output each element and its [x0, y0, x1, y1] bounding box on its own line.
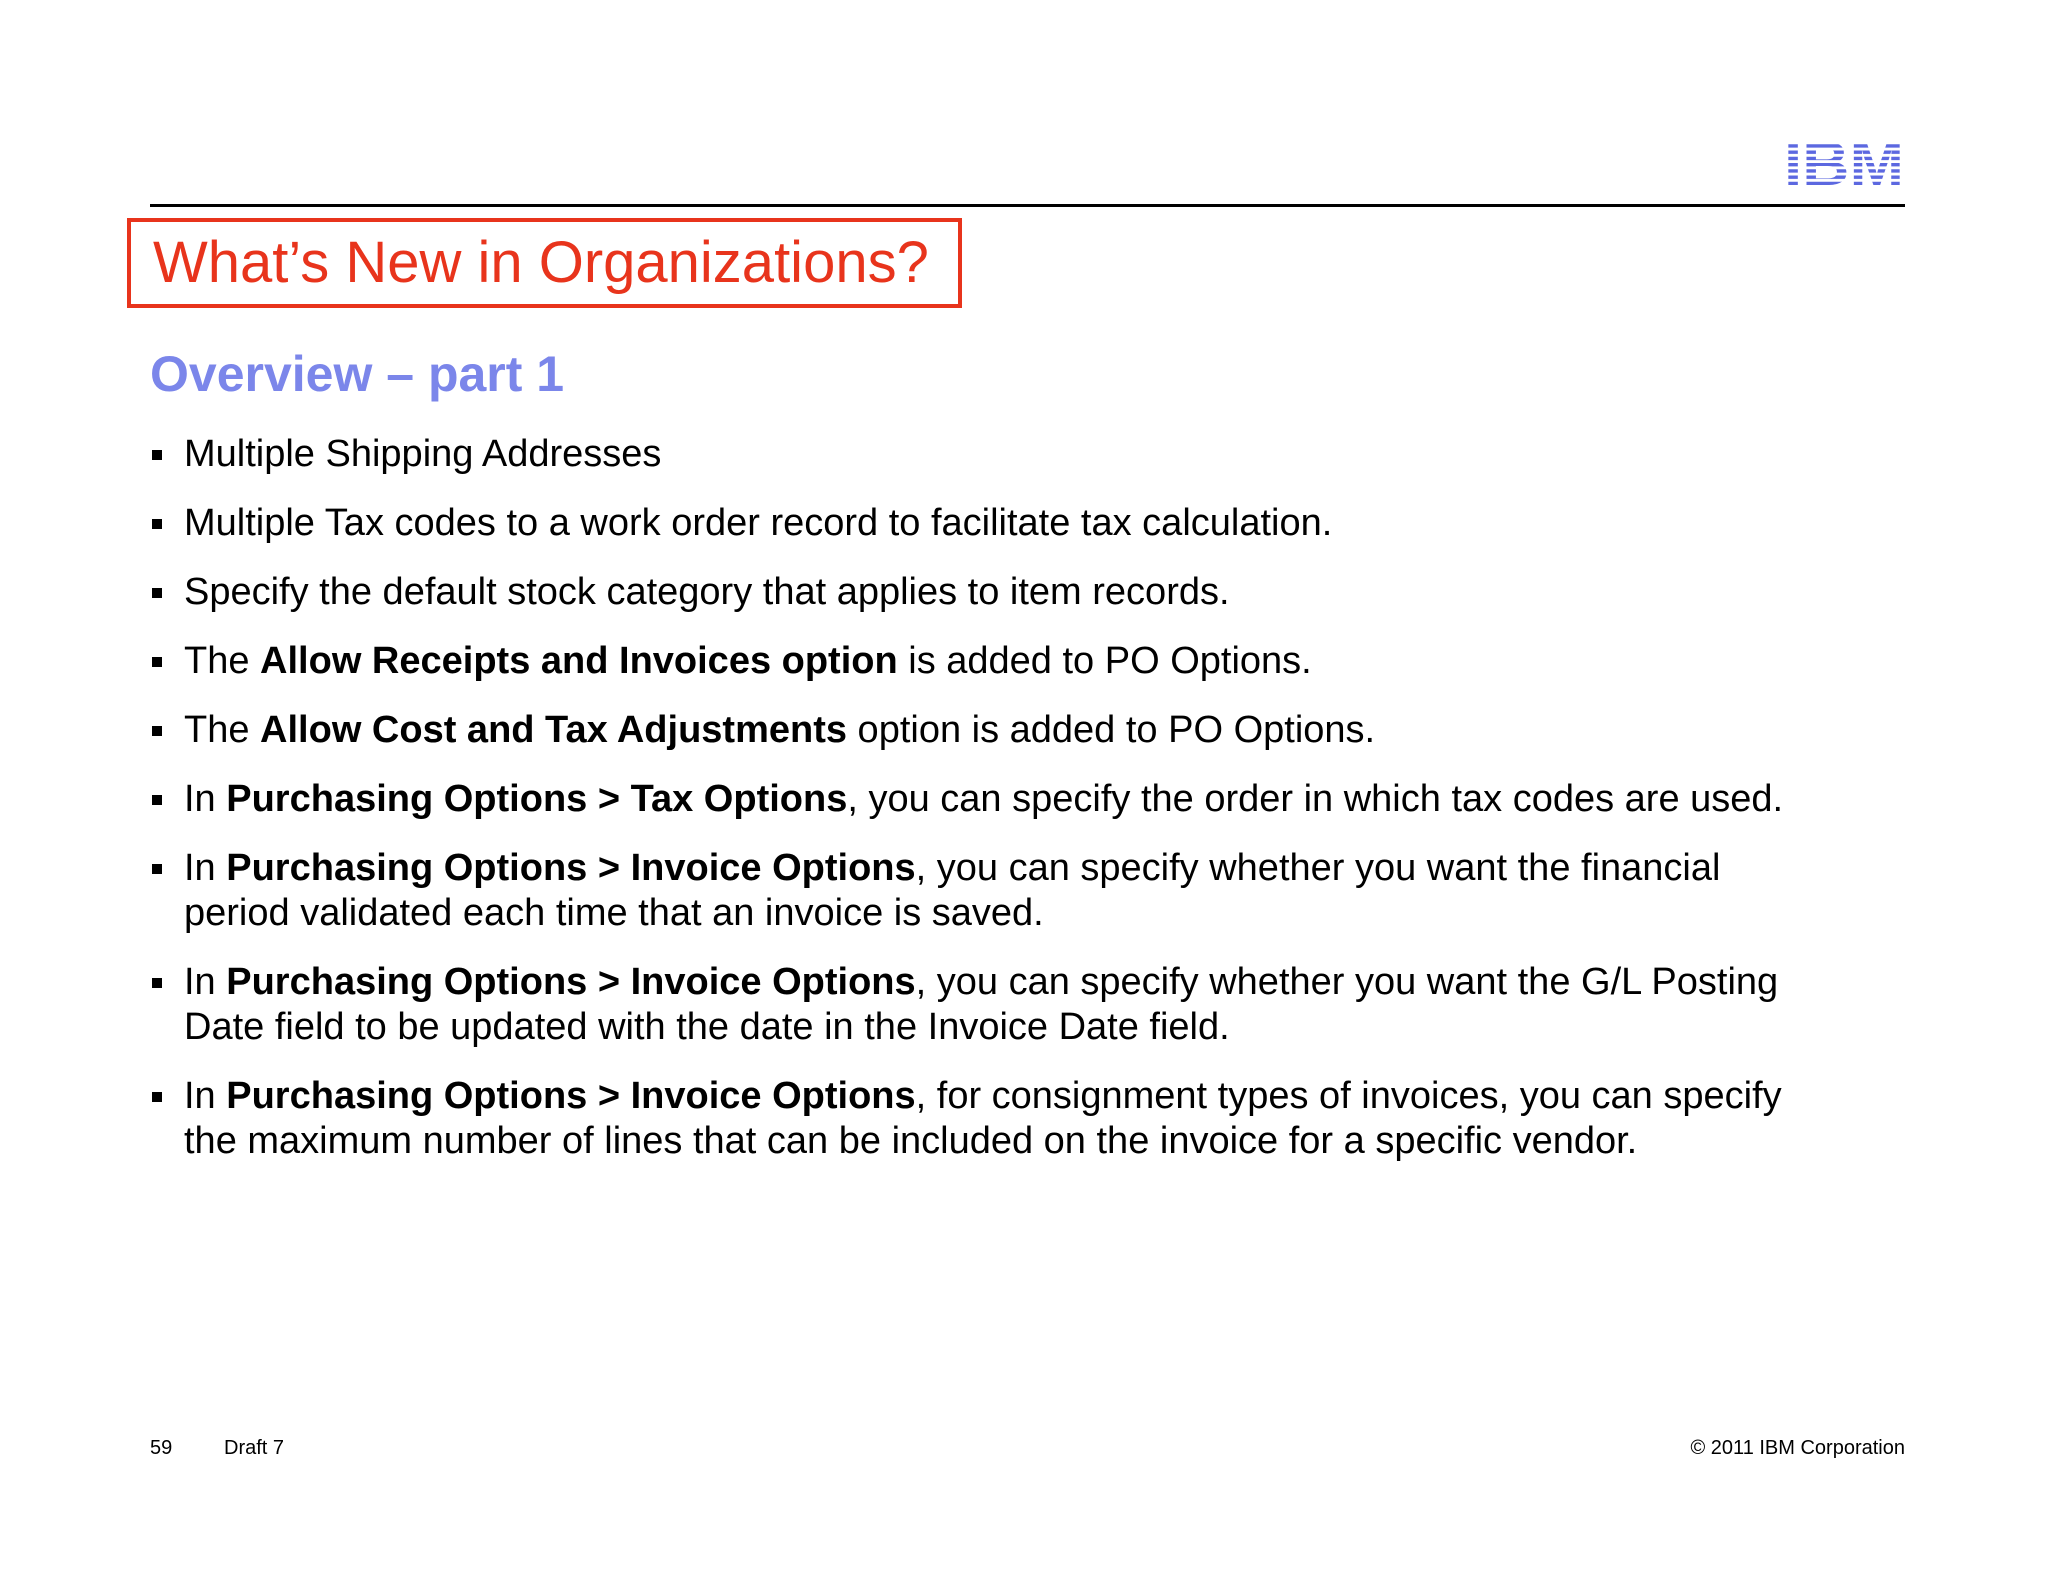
bullet-item: [150, 777, 1950, 822]
bullet-bold-text: Allow Cost and Tax Adjustments: [260, 709, 847, 751]
bullet-item: [150, 960, 1950, 1050]
bullet-text: option is added to PO Options.: [847, 709, 1376, 751]
bullet-bold-text: Purchasing Options > Tax Options: [226, 778, 848, 820]
bullet-item: [150, 639, 1950, 684]
bullet-line: [184, 501, 1950, 546]
bullet-square-icon: [152, 450, 162, 460]
bullet-text: period validated each time that an invoice is saved.: [184, 892, 1044, 934]
bullet-item: [150, 570, 1950, 615]
bullet-text: , you can specify whether you want the G/L Posting: [915, 961, 1779, 1003]
bullet-line: [184, 1119, 1950, 1164]
bullet-square-icon: [152, 726, 162, 736]
bullet-square-icon: [152, 864, 162, 874]
bullet-line: [184, 639, 1950, 684]
copyright-notice: © 2011 IBM Corporation: [1690, 1437, 1905, 1459]
bullet-bold-text: Purchasing Options > Invoice Options: [226, 847, 916, 889]
bullet-line: [184, 570, 1950, 615]
bullet-line: [184, 960, 1950, 1005]
page-number: 59: [150, 1437, 173, 1459]
bullet-item: [150, 846, 1950, 936]
bullet-text: , you can specify the order in which tax codes are used.: [847, 778, 1784, 820]
bullet-bold-text: Purchasing Options > Invoice Options: [226, 961, 916, 1003]
bullet-square-icon: [152, 795, 162, 805]
bullet-square-icon: [152, 588, 162, 598]
bullet-text: Multiple Shipping Addresses: [184, 433, 662, 475]
bullet-item: [150, 708, 1950, 753]
bullet-line: [184, 432, 1950, 477]
bullet-list: [150, 432, 1950, 1188]
ibm-logo-icon: [1783, 138, 1905, 188]
bullet-line: [184, 846, 1950, 891]
bullet-text: The: [184, 640, 261, 682]
bullet-square-icon: [152, 1092, 162, 1102]
bullet-text: is added to PO Options.: [897, 640, 1312, 682]
bullet-text: In: [184, 847, 227, 889]
bullet-bold-text: Allow Receipts and Invoices option: [260, 640, 898, 682]
title-box: [127, 218, 962, 308]
bullet-text: The: [184, 709, 261, 751]
bullet-text: In: [184, 778, 227, 820]
bullet-square-icon: [152, 657, 162, 667]
bullet-text: the maximum number of lines that can be included on the invoice for a specific vendor.: [184, 1120, 1638, 1162]
bullet-line: [184, 777, 1950, 822]
bullet-text: , for consignment types of invoices, you can specify: [915, 1075, 1782, 1117]
header-rule: [150, 204, 1905, 207]
bullet-item: [150, 1074, 1950, 1164]
bullet-item: [150, 432, 1950, 477]
bullet-square-icon: [152, 519, 162, 529]
bullet-line: [184, 1074, 1950, 1119]
bullet-text: Date field to be updated with the date in the Invoice Date field.: [184, 1006, 1230, 1048]
bullet-square-icon: [152, 978, 162, 988]
slide-subtitle: Overview – part 1: [150, 346, 565, 402]
slide-title: What’s New in Organizations?: [153, 230, 929, 295]
draft-label: Draft 7: [224, 1437, 285, 1459]
bullet-bold-text: Purchasing Options > Invoice Options: [226, 1075, 916, 1117]
bullet-item: [150, 501, 1950, 546]
bullet-text: In: [184, 1075, 227, 1117]
bullet-text: In: [184, 961, 227, 1003]
bullet-text: Multiple Tax codes to a work order record to facilitate tax calculation.: [184, 502, 1333, 544]
bullet-text: Specify the default stock category that applies to item records.: [184, 571, 1230, 613]
bullet-line: [184, 1005, 1950, 1050]
bullet-line: [184, 891, 1950, 936]
bullet-text: , you can specify whether you want the financial: [915, 847, 1721, 889]
bullet-line: [184, 708, 1950, 753]
